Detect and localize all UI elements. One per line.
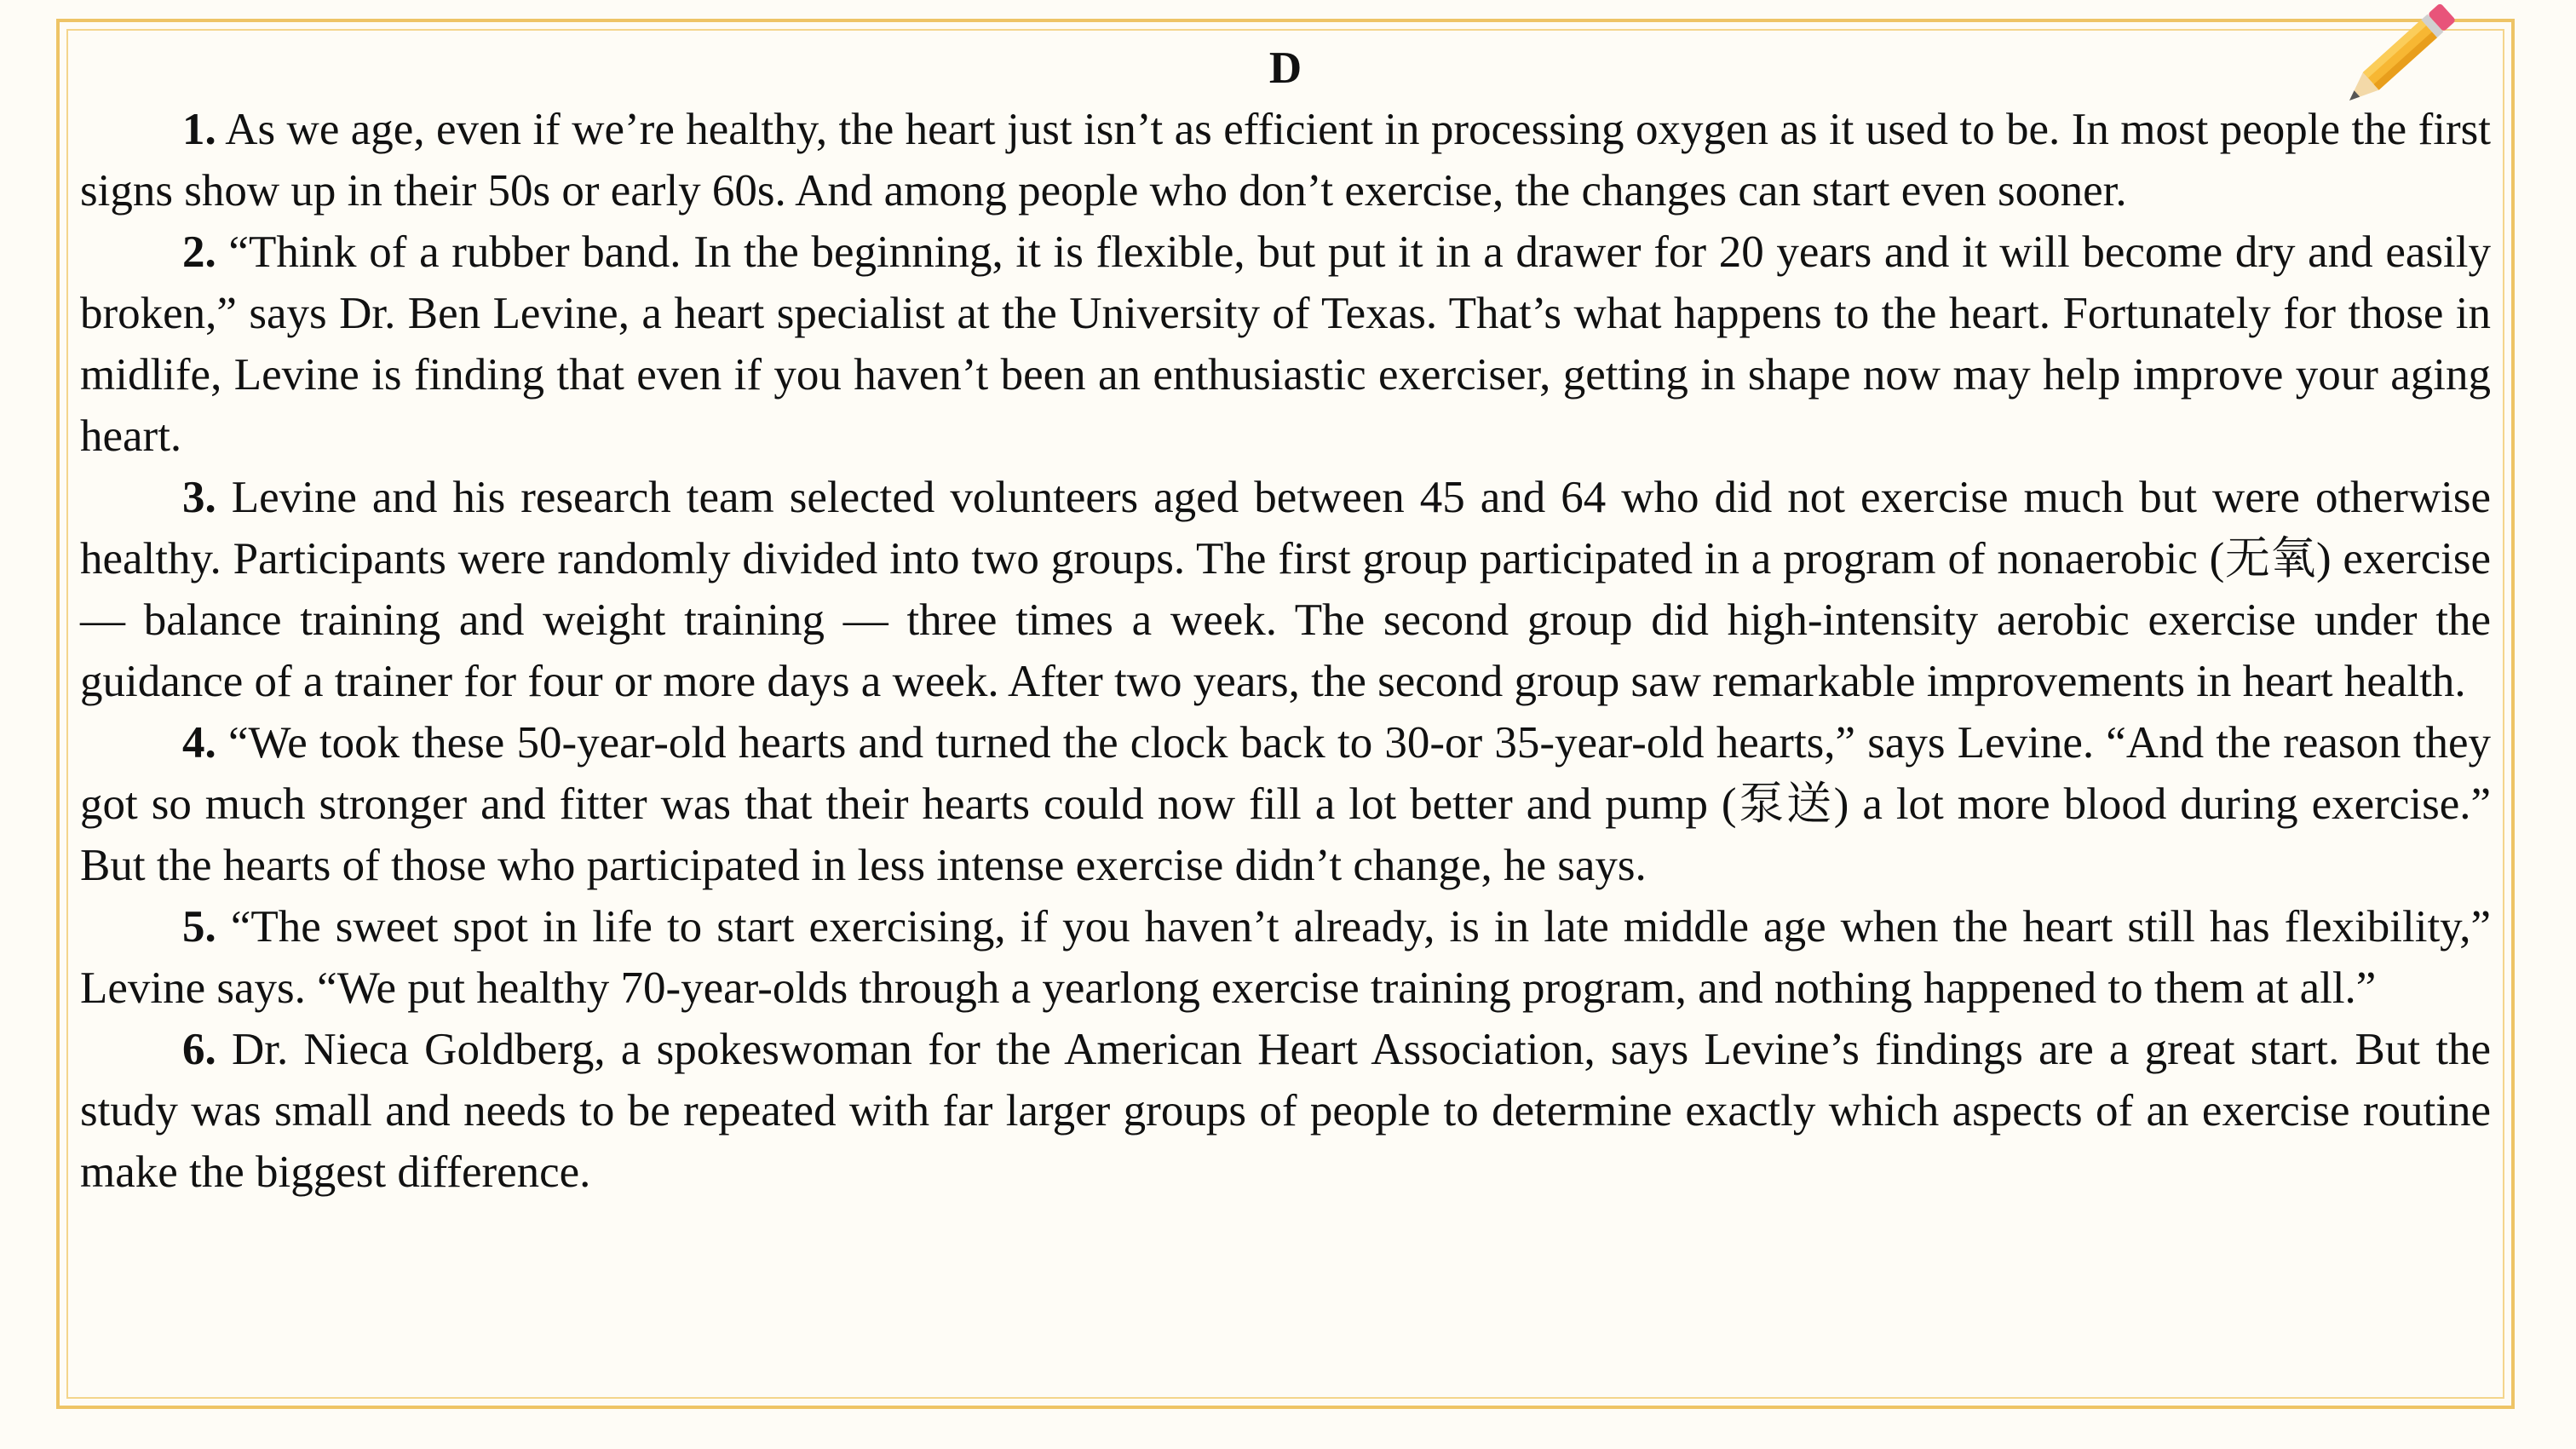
passage-title: D [1268, 43, 1302, 93]
paragraph-1 [80, 99, 2491, 221]
paragraph-text: Levine and his research team selected volunteers aged between 45 and 64 who did not exercise much but were otherwise healthy. Participants were randomly divided into two groups. The first group participated in a program of nonaerobic (无氧) exercise — balance training and weight training — three times a week. The second group did high-intensity aerobic exercise under the guidance of a trainer for four or more days a week. After two years, the second group saw remarkable improvements in heart health. [80, 473, 2491, 706]
paragraph-2 [80, 221, 2491, 467]
paragraph-text: Dr. Nieca Goldberg, a spokeswoman for the American Heart Association, says Levine’s findings are a great start. But the study was small and needs to be repeated with far larger groups of people to determine exactly which aspects of an exercise routine make the biggest difference. [80, 1025, 2491, 1197]
passage [80, 37, 2491, 1203]
paragraph-text: “Think of a rubber band. In the beginning, it is flexible, but put it in a drawer for 20 years and it will become dry and easily broken,” says Dr. Ben Levine, a heart specialist at the University of Texas. That’s what happens to the heart. Fortunately for those in midlife, Levine is finding that even if you haven’t been an enthusiastic exerciser, getting in shape now may help improve your aging heart. [80, 227, 2491, 461]
paragraph-4 [80, 712, 2491, 896]
paragraph-number: 2. [182, 227, 216, 277]
paragraph-text: “The sweet spot in life to start exercising, if you haven’t already, is in late middle age when the heart still has flexibility,” Levine says. “We put healthy 70-year-olds through a yearlong exercise training program, and nothing happened to them at all.” [80, 902, 2491, 1013]
paragraph-5 [80, 896, 2491, 1019]
paragraph-number: 4. [182, 718, 216, 768]
paragraph-number: 1. [182, 105, 216, 154]
paragraph-6 [80, 1019, 2491, 1203]
paragraph-number: 6. [182, 1025, 216, 1074]
paragraph-number: 5. [182, 902, 216, 952]
paragraph-text: “We took these 50-year-old hearts and turned the clock back to 30-or 35-year-old hearts,” says Levine. “And the reason they got so much stronger and fitter was that their hearts could now fill a lot better and pump (泵送) a lot more blood during exercise.” But the hearts of those who participated in less intense exercise didn’t change, he says. [80, 718, 2491, 890]
paragraph-text: As we age, even if we’re healthy, the heart just isn’t as efficient in processing oxygen as it used to be. In most people the first signs show up in their 50s or early 60s. And among people who don’t exercise, the changes can start even sooner. [80, 105, 2491, 216]
paragraph-3 [80, 467, 2491, 712]
paragraph-number: 3. [182, 473, 216, 522]
